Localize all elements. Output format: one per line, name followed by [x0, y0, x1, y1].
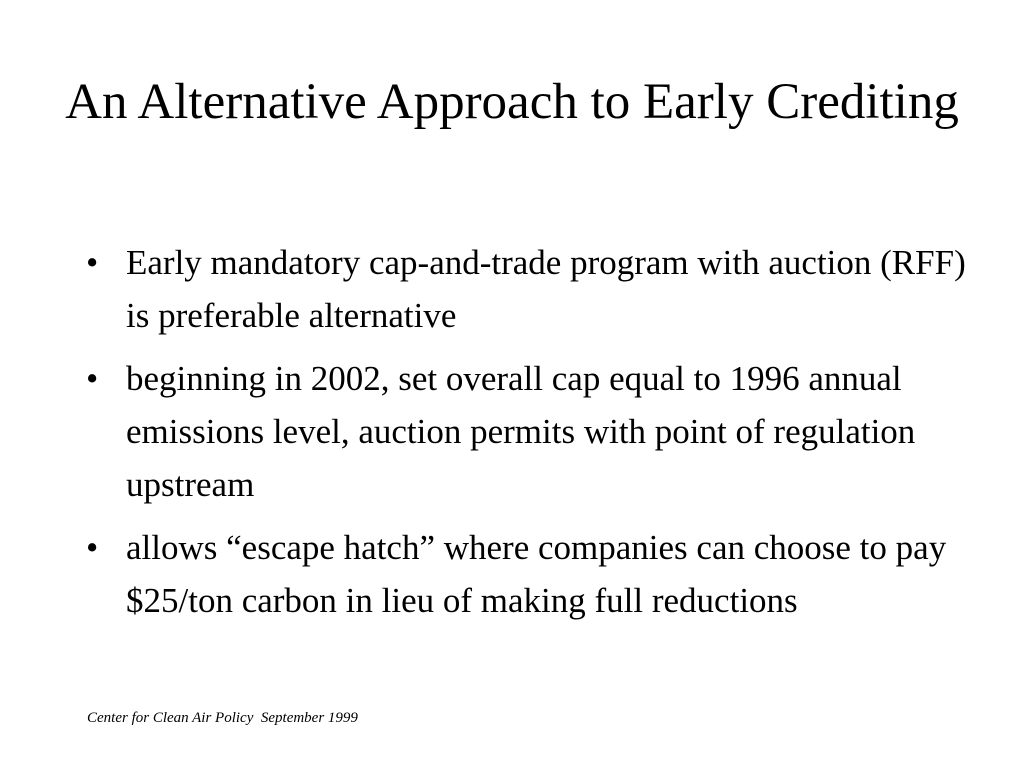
bullet-text: Early mandatory cap-and-trade program with auction (RFF) is preferable alternative [126, 243, 966, 335]
bullet-icon: • [86, 243, 99, 282]
bullet-icon: • [86, 528, 99, 567]
bullet-text: beginning in 2002, set overall cap equal to 1996 annual emissions level, auction permits with point of regulation upstream [126, 359, 916, 504]
slide-title: An Alternative Approach to Early Crediting [65, 74, 959, 130]
slide-footer: Center for Clean Air Policy September 1999 [87, 710, 358, 726]
bullet-list [86, 236, 986, 637]
bullet-item [86, 352, 986, 511]
bullet-text: allows “escape hatch” where companies can choose to pay $25/ton carbon in lieu of making full reductions [126, 528, 947, 620]
bullet-item [86, 521, 986, 627]
bullet-item [86, 236, 986, 342]
bullet-icon: • [86, 359, 99, 398]
